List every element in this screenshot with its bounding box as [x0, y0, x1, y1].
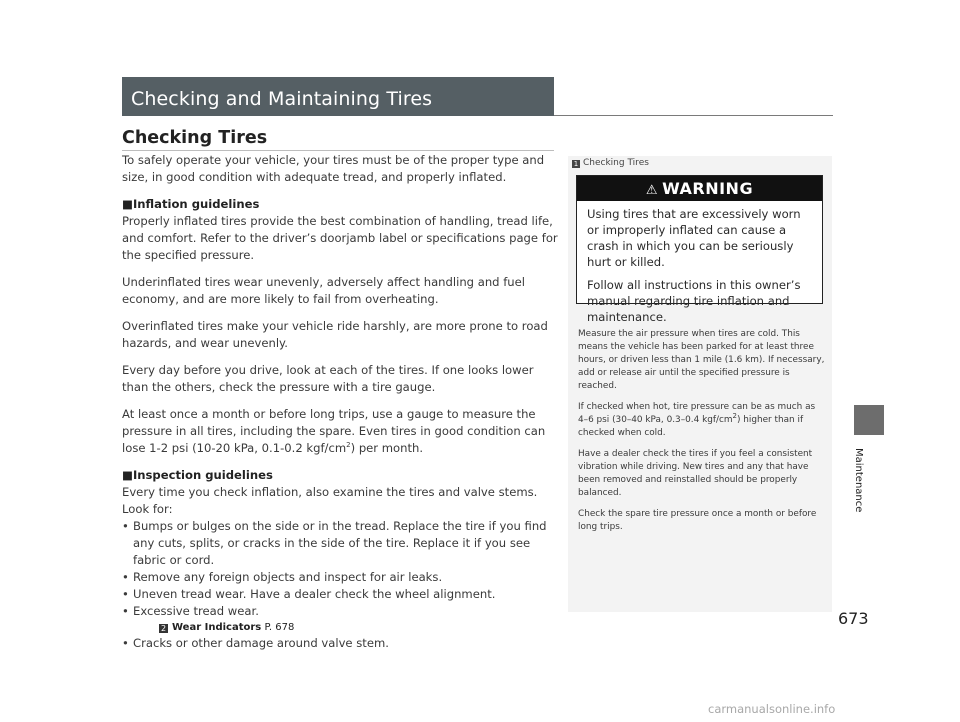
inflation-paragraph-3: Overinflated tires make your vehicle ride harshly, are more prone to road hazards, and wear unevenly.	[122, 319, 548, 350]
bullet-marker: •	[122, 636, 129, 650]
inflation-heading: ■Inflation guidelines	[122, 197, 260, 211]
chapter-tab[interactable]	[854, 405, 884, 435]
warning-box	[576, 175, 823, 324]
section-banner-title: Checking and Maintaining Tires	[131, 88, 433, 110]
page-number: 673	[838, 609, 869, 628]
bullet-marker: •	[122, 570, 129, 584]
side-paragraph-4: Check the spare tire pressure once a month or before long trips.	[578, 509, 817, 532]
list-item	[122, 603, 560, 620]
inspection-intro: Every time you check inflation, also examine the tires and valve stems. Look for:	[122, 485, 538, 516]
side-heading-text: Checking Tires	[583, 158, 649, 168]
warning-header	[577, 176, 822, 201]
warning-body	[577, 201, 822, 325]
title-divider	[122, 150, 554, 151]
warning-paragraph-2: Follow all instructions in this owner’s manual regarding tire inflation and maintenance.	[587, 278, 801, 324]
side-notes	[578, 328, 826, 542]
warning-paragraph-1: Using tires that are excessively worn or improperly inflated can cause a crash in which you can be seriously hurt or killed.	[587, 207, 801, 269]
inflation-paragraph-2: Underinflated tires wear unevenly, adversely affect handling and fuel economy, and are more likely to fail from overheating.	[122, 275, 525, 306]
list-item	[122, 569, 560, 586]
page-title: Checking Tires	[122, 128, 268, 148]
warning-label: WARNING	[662, 179, 754, 198]
xref-title: Wear Indicators	[172, 622, 262, 633]
side-panel-heading	[572, 158, 649, 168]
bullet-text: Excessive tread wear.	[133, 604, 259, 618]
bullet-text: Remove any foreign objects and inspect for air leaks.	[133, 570, 443, 584]
list-item	[122, 518, 560, 569]
cross-reference-icon: 2	[160, 624, 167, 633]
side-notes-panel	[568, 156, 832, 612]
banner-rule	[554, 115, 833, 116]
inflation-paragraph-5: At least once a month or before long trips, use a gauge to measure the pressure in all tires, including the spare. Even tires in good condition can lose 1-2 psi (10-20 kPa, 0.1-0.2 kgf/$cm^2$) per month.	[122, 407, 546, 455]
inflation-paragraph-4: Every day before you drive, look at each of the tires. If one looks lower than the others, check the pressure with a tire gauge.	[122, 363, 534, 394]
watermark: carmanualsonline.info	[708, 702, 836, 716]
side-paragraph-1: Measure the air pressure when tires are cold. This means the vehicle has been parked for at least three hours, or driven less than 1 mile (1.6 km). If necessary, add or release air until the specified pressure is reached.	[578, 329, 825, 391]
list-item	[122, 586, 560, 603]
chapter-label-text: Maintenance	[853, 448, 864, 513]
inflation-paragraph-1: Properly inflated tires provide the best combination of handling, tread life, and comfort. Refer to the driver’s doorjamb label or specifications page for the specified pressure.	[122, 214, 558, 262]
wear-indicators-link[interactable]	[122, 620, 560, 635]
main-content	[122, 152, 560, 652]
xref-page: P. 678	[261, 622, 295, 633]
bullet-marker: •	[122, 587, 129, 601]
intro-paragraph: To safely operate your vehicle, your tires must be of the proper type and size, in good condition with adequate tread, and properly inflated.	[122, 153, 545, 184]
side-paragraph-2: If checked when hot, tire pressure can be as much as 4–6 psi (30–40 kPa, 0.3–0.4 kgf/$cm^2$) higher than if checked when cold.	[578, 402, 816, 438]
section-banner	[122, 77, 554, 116]
warning-triangle-icon: ⚠	[645, 183, 659, 198]
bullet-marker: •	[122, 604, 129, 618]
list-item	[122, 635, 560, 652]
side-paragraph-3: Have a dealer check the tires if you feel a consistent vibration while driving. New tires and any that have been removed and reinstalled should be properly balanced.	[578, 449, 813, 498]
bullet-marker: •	[122, 519, 129, 533]
bullet-text: Bumps or bulges on the side or in the tread. Replace the tire if you find any cuts, splits, or cracks in the side of the tire. Replace it if you see fabric or cord.	[133, 519, 547, 567]
bullet-text: Cracks or other damage around valve stem.	[133, 636, 389, 650]
bullet-text: Uneven tread wear. Have a dealer check the wheel alignment.	[133, 587, 496, 601]
inspection-heading: ■Inspection guidelines	[122, 468, 273, 482]
note-marker-icon: 1	[573, 160, 579, 168]
